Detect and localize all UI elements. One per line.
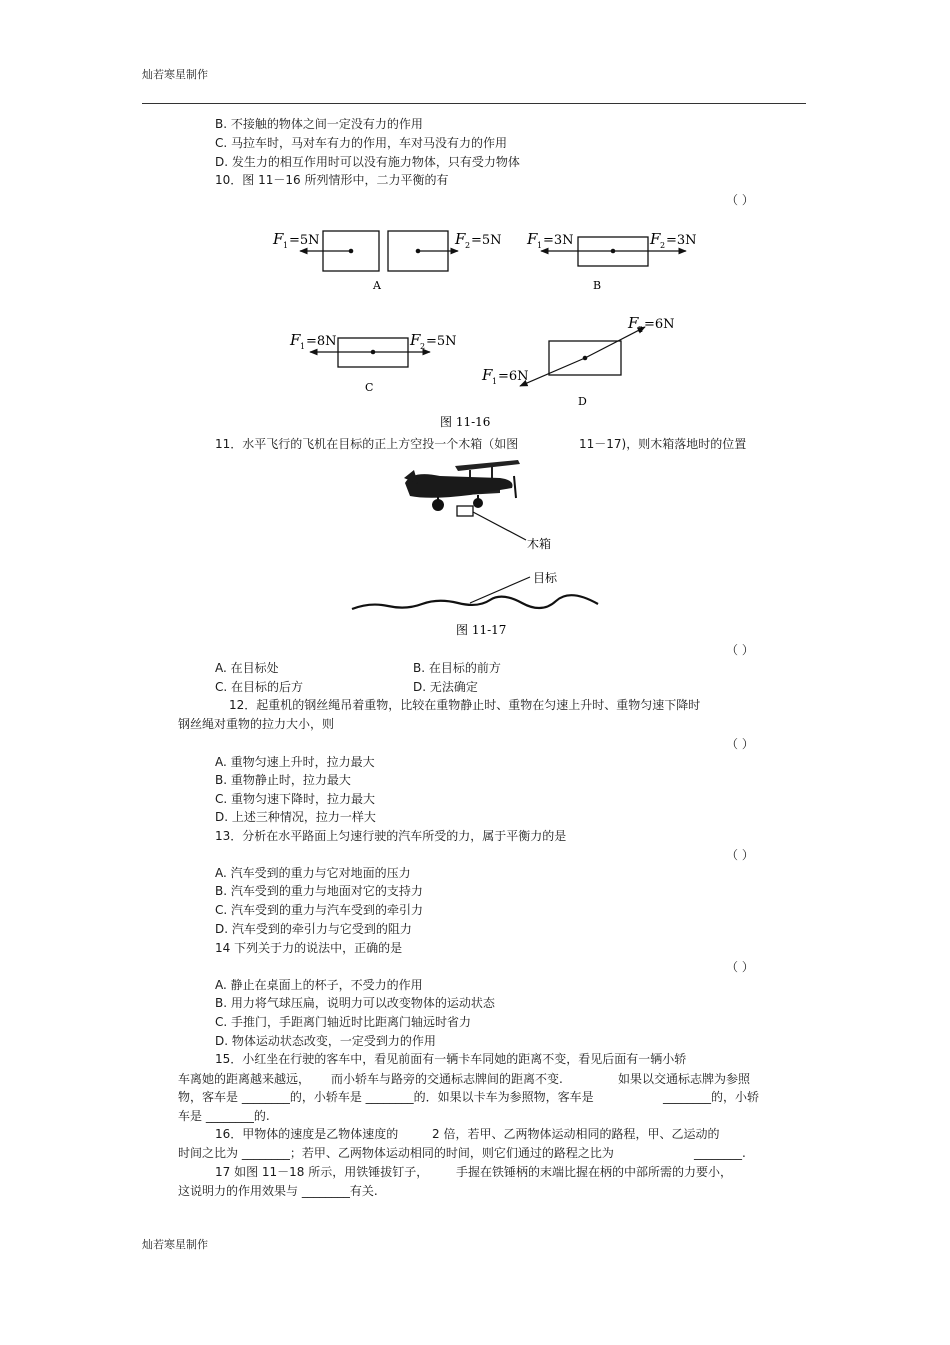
q15-line-4: 车是 ________的. bbox=[178, 1109, 270, 1123]
q12-option-b: B. 重物静止时，拉力最大 bbox=[215, 773, 351, 787]
q15-line-1: 15．小红坐在行驶的客车中，看见前面有一辆卡车同她的距离不变，看见后面有一辆小轿 bbox=[215, 1052, 687, 1066]
d-f1-symbol: F bbox=[482, 366, 493, 384]
q13-option-b: B. 汽车受到的重力与地面对它的支持力 bbox=[215, 884, 423, 898]
q11-option-c: C. 在目标的后方 bbox=[215, 680, 304, 694]
q15-line-2c: 如果以交通标志牌为参照 bbox=[618, 1072, 751, 1086]
q14-option-a: A. 静止在桌面上的杯子，不受力的作用 bbox=[215, 978, 423, 992]
diagram-b bbox=[526, 230, 697, 292]
q11-stem-b: 11－17)，则木箱落地时的位置 bbox=[579, 437, 747, 451]
q9-option-c: C. 马拉车时，马对车有力的作用，车对马没有力的作用 bbox=[215, 136, 508, 150]
q13-option-c: C. 汽车受到的重力与汽车受到的牵引力 bbox=[215, 903, 424, 917]
d-f2-sub: 2 bbox=[638, 325, 644, 334]
q12-answer-paren: （ ） bbox=[726, 737, 754, 751]
q16-line-2a: 时间之比为 ________；若甲、乙两物体运动相同的时间，则它们通过的路程之比为 bbox=[178, 1146, 614, 1160]
q9-option-d: D. 发生力的相互作用时可以没有施力物体，只有受力物体 bbox=[215, 155, 520, 169]
diagram-a bbox=[272, 230, 502, 292]
q11-stem-a: 11．水平飞行的飞机在目标的正上方空投一个木箱（如图 bbox=[215, 437, 519, 451]
b-f1-symbol: F bbox=[527, 230, 538, 248]
a-f1-value: =5N bbox=[289, 233, 320, 248]
b-f1-value: =3N bbox=[543, 233, 574, 248]
b-f2-symbol: F bbox=[650, 230, 661, 248]
c-f1-value: =8N bbox=[306, 334, 337, 349]
b-f1-sub: 1 bbox=[537, 241, 543, 250]
q17-line-1b: 手握在铁锤柄的末端比握在柄的中部所需的力要小， bbox=[456, 1165, 733, 1179]
d-f2-value: =6N bbox=[644, 317, 675, 332]
a-f1-symbol: F bbox=[273, 230, 284, 248]
figure-11-17 bbox=[0, 450, 950, 650]
figure-11-16 bbox=[0, 0, 950, 440]
a-label: A bbox=[373, 279, 381, 292]
q15-line-2a: 车离她的距离越来越远， bbox=[178, 1072, 311, 1086]
b-label: B bbox=[593, 279, 602, 292]
q12-option-a: A. 重物匀速上升时，拉力最大 bbox=[215, 755, 375, 769]
q12-option-c: C. 重物匀速下降时，拉力最大 bbox=[215, 792, 376, 806]
airplane-icon bbox=[404, 460, 520, 511]
d-f2-symbol: F bbox=[628, 314, 639, 332]
q12-option-d: D. 上述三种情况，拉力一样大 bbox=[215, 810, 376, 824]
q14-stem: 14 下列关于力的说法中，正确的是 bbox=[215, 941, 403, 955]
c-f2-symbol: F bbox=[410, 331, 421, 349]
target-label: 目标 bbox=[533, 571, 558, 585]
q13-stem: 13．分析在水平路面上匀速行驶的汽车所受的力，属于平衡力的是 bbox=[215, 829, 567, 843]
q16-line-1b: 2 倍，若甲、乙两物体运动相同的路程，甲、乙运动的 bbox=[432, 1127, 720, 1141]
diagram-c bbox=[289, 331, 457, 394]
q11-option-b: B. 在目标的前方 bbox=[413, 661, 501, 675]
page-header: 灿若寒星制作 bbox=[142, 68, 208, 81]
b-f2-value: =3N bbox=[666, 233, 697, 248]
box-label: 木箱 bbox=[527, 537, 552, 551]
ground-line bbox=[352, 595, 598, 609]
a-f1-sub: 1 bbox=[283, 241, 289, 250]
q13-option-a: A. 汽车受到的重力与它对地面的压力 bbox=[215, 866, 411, 880]
q13-answer-paren: （ ） bbox=[726, 848, 754, 862]
d-f1-sub: 1 bbox=[492, 377, 498, 386]
q17-line-2: 这说明力的作用效果与 ________有关. bbox=[178, 1184, 378, 1198]
c-f2-sub: 2 bbox=[420, 342, 426, 351]
q15-line-3a: 物，客车是 ________的，小轿车是 ________的．如果以卡车为参照物，客车是 bbox=[178, 1090, 594, 1104]
q16-line-2b: ________. bbox=[694, 1146, 746, 1160]
d-label: D bbox=[578, 395, 587, 408]
q16-line-1a: 16．甲物体的速度是乙物体速度的 bbox=[215, 1127, 399, 1141]
c-label: C bbox=[365, 381, 374, 394]
q12-stem-1: 12．起重机的钢丝绳吊着重物，比较在重物静止时、重物在匀速上升时、重物匀速下降时 bbox=[229, 698, 701, 712]
q11-option-d: D. 无法确定 bbox=[413, 680, 478, 694]
c-f1-sub: 1 bbox=[300, 342, 306, 351]
a-f2-sub: 2 bbox=[465, 241, 471, 250]
c-f2-value: =5N bbox=[426, 334, 457, 349]
q11-option-a: A. 在目标处 bbox=[215, 661, 279, 675]
figure-11-16-caption: 图 11-16 bbox=[440, 415, 491, 429]
q12-stem-2: 钢丝绳对重物的拉力大小，则 bbox=[178, 717, 335, 731]
q15-line-2b: 而小轿车与路旁的交通标志牌间的距离不变. bbox=[331, 1072, 563, 1086]
figure-11-17-caption: 图 11-17 bbox=[456, 623, 507, 637]
q9-option-b: B. 不接触的物体之间一定没有力的作用 bbox=[215, 117, 423, 131]
c-f1-symbol: F bbox=[290, 331, 301, 349]
b-f2-sub: 2 bbox=[660, 241, 666, 250]
q14-option-d: D. 物体运动状态改变，一定受到力的作用 bbox=[215, 1034, 436, 1048]
wooden-box bbox=[457, 506, 473, 516]
a-f2-symbol: F bbox=[455, 230, 466, 248]
d-f1-value: =6N bbox=[498, 369, 529, 384]
q11-answer-paren: （ ） bbox=[726, 643, 754, 657]
a-f2-value: =5N bbox=[471, 233, 502, 248]
q10-stem: 10．图 11－16 所列情形中，二力平衡的有 bbox=[215, 173, 449, 187]
q15-line-3b: ________的，小轿 bbox=[663, 1090, 760, 1104]
q14-option-b: B. 用力将气球压扁，说明力可以改变物体的运动状态 bbox=[215, 996, 495, 1010]
q10-answer-paren: （ ） bbox=[726, 193, 754, 207]
diagram-d bbox=[481, 314, 675, 408]
q14-answer-paren: （ ） bbox=[726, 960, 754, 974]
q17-line-1a: 17 如图 11－18 所示，用铁锤拔钉子， bbox=[215, 1165, 429, 1179]
page-footer: 灿若寒星制作 bbox=[142, 1238, 208, 1251]
q14-option-c: C. 手推门，手距离门轴近时比距离门轴远时省力 bbox=[215, 1015, 472, 1029]
q13-option-d: D. 汽车受到的牵引力与它受到的阻力 bbox=[215, 922, 412, 936]
